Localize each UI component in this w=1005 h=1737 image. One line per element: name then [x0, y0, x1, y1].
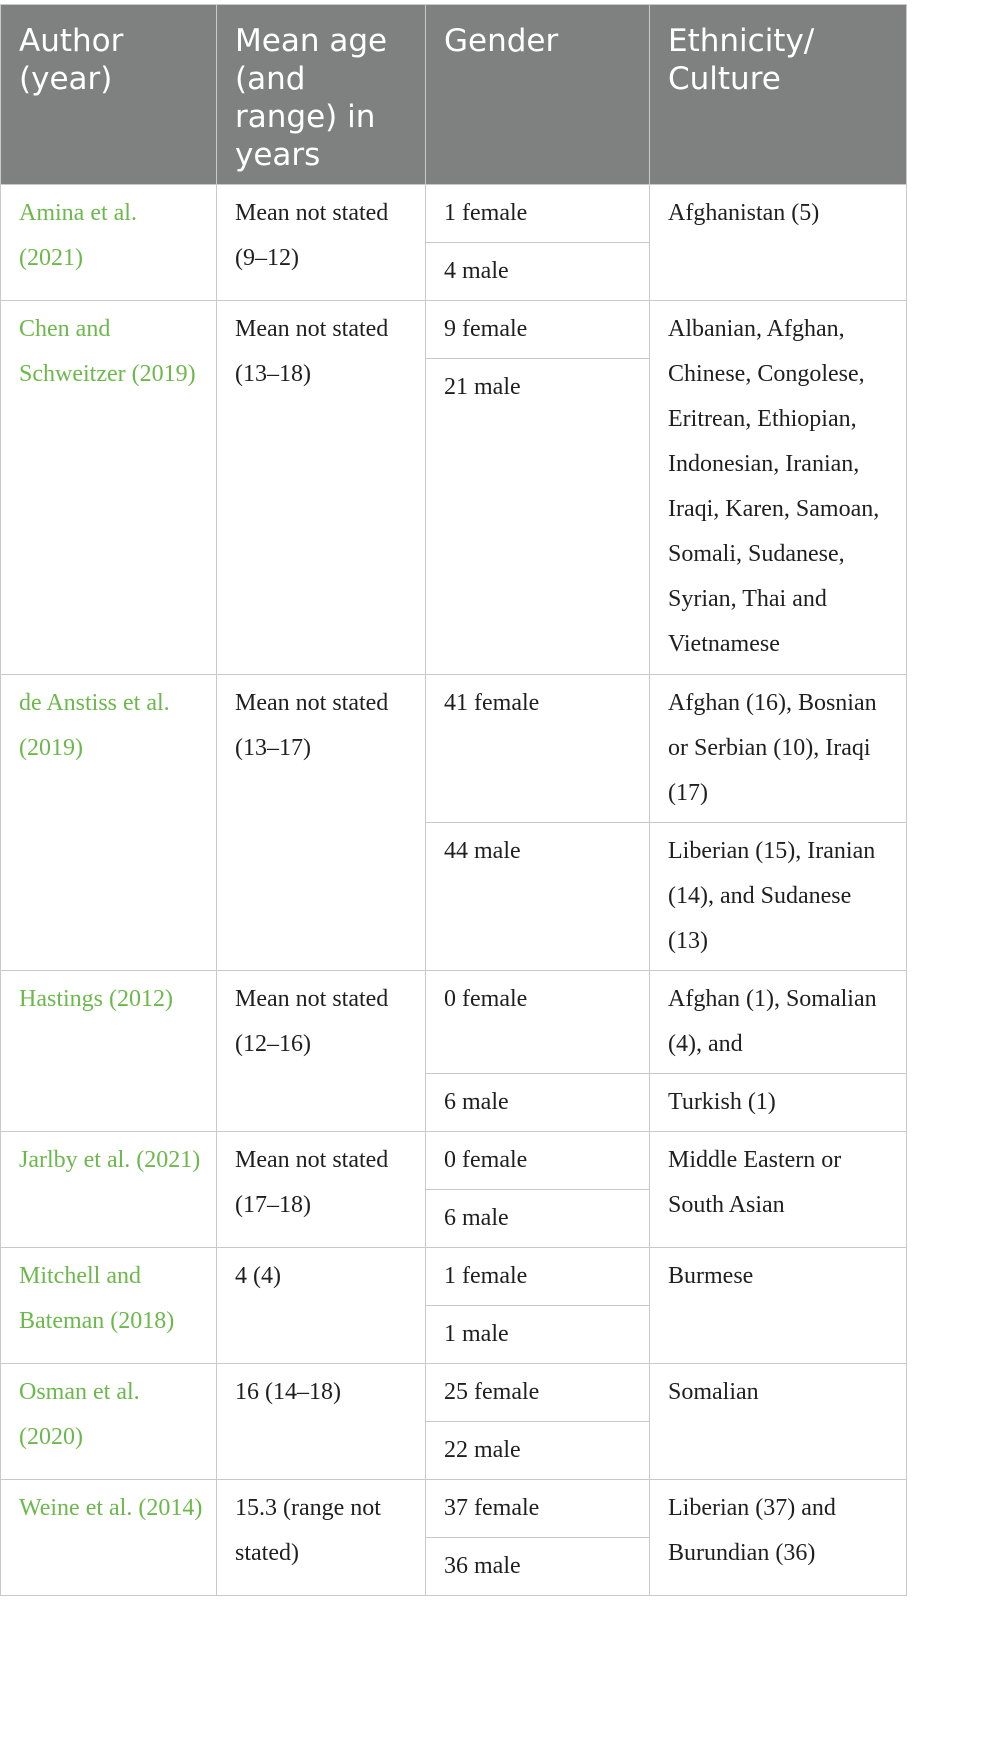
gender-female-cell: 0 female — [426, 971, 650, 1074]
ethnicity-cell: Somalian — [650, 1364, 907, 1480]
gender-female-cell: 9 female — [426, 301, 650, 359]
ethnicity-cell: Afghan (16), Bosnian or Serbian (10), Iraqi (17) — [650, 675, 907, 823]
table-row — [1, 1132, 907, 1190]
age-cell: Mean not stated (9–12) — [217, 185, 426, 301]
ethnicity-cell: Afghanistan (5) — [650, 185, 907, 301]
gender-male-cell: 22 male — [426, 1422, 650, 1480]
header-row — [1, 5, 907, 185]
gender-female-cell: 1 female — [426, 1248, 650, 1306]
age-cell: 15.3 (range not stated) — [217, 1480, 426, 1596]
author-cell[interactable]: Jarlby et al. (2021) — [1, 1132, 217, 1248]
header-age: Mean age (and range) in years — [217, 5, 426, 185]
author-cell[interactable]: Weine et al. (2014) — [1, 1480, 217, 1596]
ethnicity-cell: Afghan (1), Somalian (4), and — [650, 971, 907, 1074]
gender-female-cell: 37 female — [426, 1480, 650, 1538]
author-cell[interactable]: Chen and Schweitzer (2019) — [1, 301, 217, 675]
author-cell[interactable]: Hastings (2012) — [1, 971, 217, 1132]
gender-female-cell: 41 female — [426, 675, 650, 823]
header-ethnicity: Ethnicity/ Culture — [650, 5, 907, 185]
age-cell: 16 (14–18) — [217, 1364, 426, 1480]
author-cell[interactable]: Osman et al. (2020) — [1, 1364, 217, 1480]
gender-male-cell: 44 male — [426, 823, 650, 971]
age-cell: Mean not stated (12–16) — [217, 971, 426, 1132]
table-row — [1, 675, 907, 823]
table-row — [1, 185, 907, 243]
author-cell[interactable]: de Anstiss et al. (2019) — [1, 675, 217, 971]
age-cell: Mean not stated (13–18) — [217, 301, 426, 675]
age-cell: 4 (4) — [217, 1248, 426, 1364]
gender-female-cell: 25 female — [426, 1364, 650, 1422]
table-row — [1, 971, 907, 1074]
ethnicity-cell: Albanian, Afghan, Chinese, Congolese, Eritrean, Ethiopian, Indonesian, Iranian, Iraqi, Karen, Samoan, Somali, Sudanese, Syrian, Thai and Vietnamese — [650, 301, 907, 675]
ethnicity-cell: Turkish (1) — [650, 1074, 907, 1132]
ethnicity-cell: Burmese — [650, 1248, 907, 1364]
table-row — [1, 301, 907, 359]
ethnicity-cell: Middle Eastern or South Asian — [650, 1132, 907, 1248]
author-cell[interactable]: Amina et al. (2021) — [1, 185, 217, 301]
ethnicity-cell: Liberian (15), Iranian (14), and Sudanese (13) — [650, 823, 907, 971]
ethnicity-cell: Liberian (37) and Burundian (36) — [650, 1480, 907, 1596]
age-cell: Mean not stated (17–18) — [217, 1132, 426, 1248]
table-row — [1, 1248, 907, 1306]
gender-male-cell: 21 male — [426, 359, 650, 675]
header-gender: Gender — [426, 5, 650, 185]
age-cell: Mean not stated (13–17) — [217, 675, 426, 971]
table-row — [1, 1480, 907, 1538]
gender-female-cell: 1 female — [426, 185, 650, 243]
gender-female-cell: 0 female — [426, 1132, 650, 1190]
gender-male-cell: 1 male — [426, 1306, 650, 1364]
author-cell[interactable]: Mitchell and Bateman (2018) — [1, 1248, 217, 1364]
table-row — [1, 1364, 907, 1422]
gender-male-cell: 4 male — [426, 243, 650, 301]
header-author: Author (year) — [1, 5, 217, 185]
gender-male-cell: 6 male — [426, 1074, 650, 1132]
gender-male-cell: 6 male — [426, 1190, 650, 1248]
gender-male-cell: 36 male — [426, 1538, 650, 1596]
participants-table — [0, 4, 907, 1596]
